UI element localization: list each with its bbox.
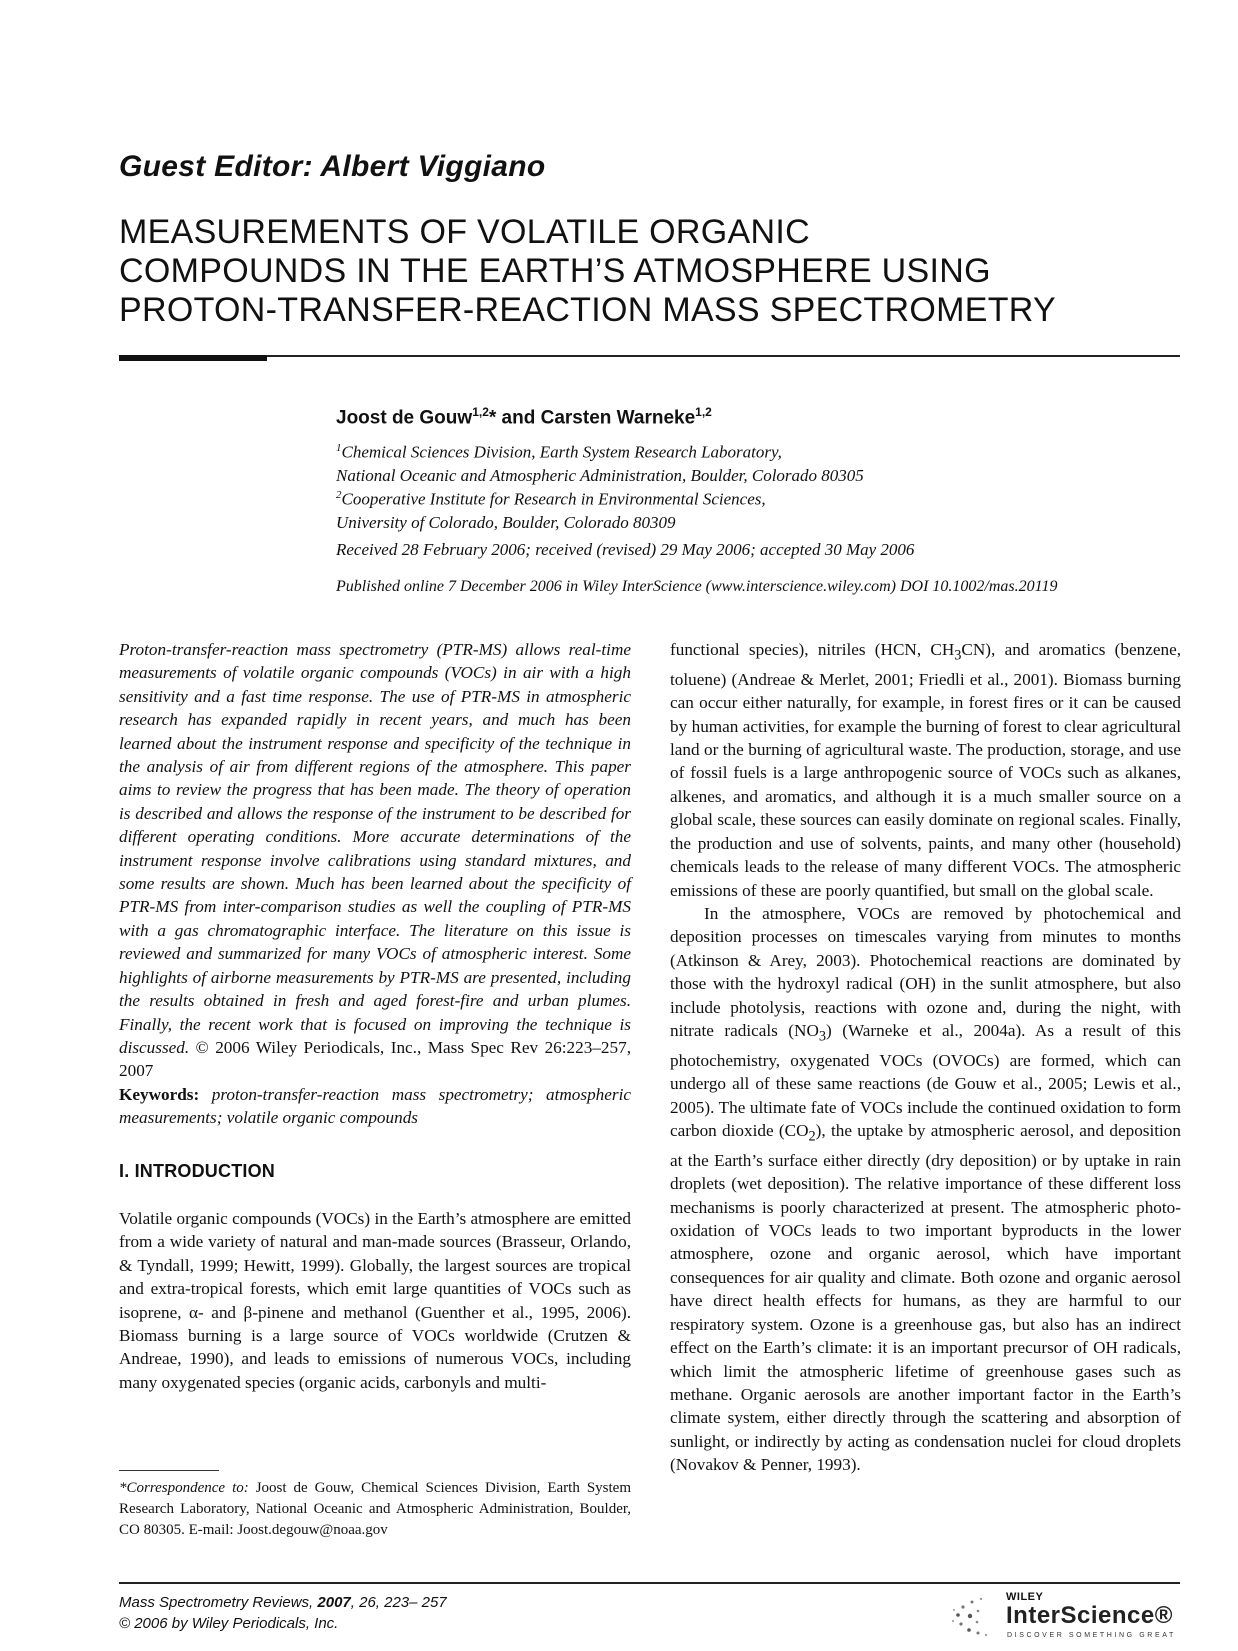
text-run: ), the uptake by atmospheric aerosol, and deposition at the Earth’s surface either directly (dry deposition) or by uptake in rain droplets (wet deposition). The relative importance of these different loss mechanisms is poorly characterized at present. The atmospheric photo-oxidation of VOCs leads to two important byproducts in the lower atmosphere, ozone and organic aerosol, which have important consequences for air quality and climate. Both ozone and organic aerosol have direct health effects for humans, as they are harmful to our respiratory system. Ozone is a greenhouse gas, but also has an indirect effect on the Earth’s climate: it is an important precursor of OH radicals, which limit the atmospheric lifetime of greenhouse gases such as methane. Organic aerosols are another important factor in the Earth’s climate system, either directly through the scattering and absorption of sunlight, or indirectly by acting as condensation nuclei for cloud droplets (Novakov & Penner, 1993). — [670, 1121, 1181, 1475]
author-name: Joost de Gouw — [336, 407, 473, 429]
journal-citation — [119, 1592, 447, 1634]
body-paragraph — [670, 902, 1181, 1477]
guest-editor-heading: Guest Editor: Albert Viggiano — [119, 150, 546, 183]
abstract-text: Proton-transfer-reaction mass spectrometry (PTR-MS) allows real-time measurements of volatile organic compounds (VOCs) in air with a high sensitivity and a fast time response. The use of PTR-MS in atmospheric research has expanded rapidly in recent years, and much has been learned about the instrument response and specificity of the technique in the analysis of air from different regions of the atmosphere. This paper aims to review the progress that has been made. The theory of operation is described and allows the response of the instrument to be described for different operating conditions. More accurate determinations of the instrument response involve calibrations using standard mixtures, and some results are shown. Much has been learned about the specificity of PTR-MS from inter-comparison studies as well the coupling of PTR-MS with a gas chromatographic interface. The literature on this issue is reviewed and summarized for many VOCs of atmospheric interest. Some highlights of airborne measurements by PTR-MS are presented, including the results obtained in fresh and aged forest-fire and urban plumes. Finally, the recent work that is focused on improving the technique is discussed. — [119, 640, 631, 1057]
abstract — [119, 638, 631, 1083]
journal-year: 2007 — [317, 1594, 351, 1611]
author-name: Carsten Warneke — [540, 407, 696, 429]
right-column — [670, 638, 1181, 1477]
text-run: CN), and aromatics (benzene, toluene) (Andreae & Merlet, 2001; Friedli et al., 2001). Biomass burning can occur either naturally, for example, in forest fires or it can be caused by human activities, for example the burning of forest to clear agricultural land or the burning of agricultural waste. The production, storage, and use of fossil fuels is a large anthropogenic source of VOCs such as alkanes, alkenes, and aromatics, and although it is a much smaller source on a global scale, these sources can easily dominate on regional scales. Finally, the production and use of solvents, paints, and many other (household) chemicals leads to the release of many different VOCs. The atmospheric emissions of these are poorly quantified, but small on the global scale. — [670, 640, 1181, 900]
footer-rule — [119, 1582, 1180, 1584]
affiliation-sup: 1 — [336, 442, 342, 454]
publication-info: Published online 7 December 2006 in Wiley InterScience (www.interscience.wiley.com) DOI 10.1002/mas.20119 — [336, 578, 1058, 595]
keywords — [119, 1083, 631, 1130]
subscript: 2 — [808, 1128, 816, 1145]
logo-brand-text: InterScience® — [1006, 1602, 1173, 1629]
title-line: MEASUREMENTS OF VOLATILE ORGANIC — [119, 213, 810, 251]
left-column — [119, 638, 631, 1394]
subscript: 3 — [818, 1028, 827, 1045]
journal-copyright: © 2006 by Wiley Periodicals, Inc. — [119, 1615, 339, 1632]
text-run: functional species), nitriles (HCN, CH — [670, 640, 955, 659]
affiliation-sup: 2 — [336, 489, 342, 501]
text-run: ) (Warneke et al., 2004a). As a result of this photochemistry, oxygenated VOCs (OVOCs) are formed, which can undergo all of these same reactions (de Gouw et al., 2005; Lewis et al., 2005). The ultimate fate of VOCs include the continued oxidation to form carbon dioxide (CO — [670, 1020, 1181, 1140]
author-conjunction: and — [496, 407, 541, 429]
section-heading-introduction: I. INTRODUCTION — [119, 1160, 275, 1181]
affiliation-1 — [336, 437, 864, 487]
correspondence-footnote — [119, 1478, 631, 1541]
author-affiliation-sup: 1,2 — [695, 405, 712, 419]
logo-tagline: DISCOVER SOMETHING GREAT — [1007, 1632, 1176, 1639]
affiliation-line: University of Colorado, Boulder, Colorado 80309 — [336, 512, 676, 532]
footnote-rule — [119, 1470, 219, 1471]
journal-volume-pages: , 26, 223– 257 — [350, 1594, 447, 1611]
keywords-label: Keywords: — [119, 1084, 200, 1104]
affiliation-line: Chemical Sciences Division, Earth System Research Laboratory, — [341, 442, 782, 462]
wiley-interscience-logo — [950, 1591, 1185, 1641]
footnote-text: Joost de Gouw, Chemical Sciences Division, Earth System Research Laboratory, National Oceanic and Atmospheric Administration, Boulder, CO 80305. E-mail: Joost.degouw@noaa.gov — [119, 1480, 631, 1538]
footnote-label: *Correspondence to: — [119, 1480, 249, 1496]
affiliation-line: Cooperative Institute for Research in Environmental Sciences, — [341, 489, 766, 509]
journal-name: Mass Spectrometry Reviews, — [119, 1594, 318, 1611]
author-list — [336, 405, 712, 429]
text-run: In the atmosphere, VOCs are removed by photochemical and deposition processes on timescales varying from minutes to months (Atkinson & Arey, 2003). Photochemical reactions are dominated by those with the hydroxyl radical (OH) in the sunlit atmosphere, but also include photolysis, reactions with ozone and, during the night, with nitrate radicals (NO — [670, 903, 1181, 1040]
affiliation-2 — [336, 484, 766, 534]
subscript: 3 — [954, 647, 962, 664]
affiliation-line: National Oceanic and Atmospheric Administration, Boulder, Colorado 80305 — [336, 465, 864, 485]
abstract-copyright: © 2006 Wiley Periodicals, Inc., Mass Spec Rev 26:223–257, 2007 — [119, 1037, 631, 1081]
author-affiliation-sup: 1,2 — [472, 405, 489, 419]
corresponding-mark: * — [488, 407, 497, 429]
logo-globe-icon — [950, 1593, 1002, 1639]
title-line: PROTON-TRANSFER-REACTION MASS SPECTROMETRY — [119, 291, 1056, 329]
article-title — [119, 213, 1179, 330]
title-line: COMPOUNDS IN THE EARTH’S ATMOSPHERE USING — [119, 252, 991, 290]
title-rule-accent — [119, 355, 267, 361]
logo-wiley-text: WILEY — [1006, 1591, 1044, 1603]
intro-paragraph: Volatile organic compounds (VOCs) in the Earth’s atmosphere are emitted from a wide variety of natural and man-made sources (Brasseur, Orlando, & Tyndall, 1999; Hewitt, 1999). Globally, the largest sources are tropical and extra-tropical forests, which emit large quantities of VOCs such as isoprene, α- and β-pinene and methanol (Guenther et al., 1995, 2006). Biomass burning is a large source of VOCs worldwide (Crutzen & Andreae, 1990), and leads to emissions of numerous VOCs, including many oxygenated species (organic acids, carbonyls and multi- — [119, 1208, 631, 1392]
received-dates: Received 28 February 2006; received (revised) 29 May 2006; accepted 30 May 2006 — [336, 540, 915, 559]
body-paragraph — [670, 638, 1181, 902]
title-rule — [119, 355, 1180, 357]
keywords-text: proton-transfer-reaction mass spectrometry; atmospheric measurements; volatile organic compounds — [119, 1084, 631, 1128]
